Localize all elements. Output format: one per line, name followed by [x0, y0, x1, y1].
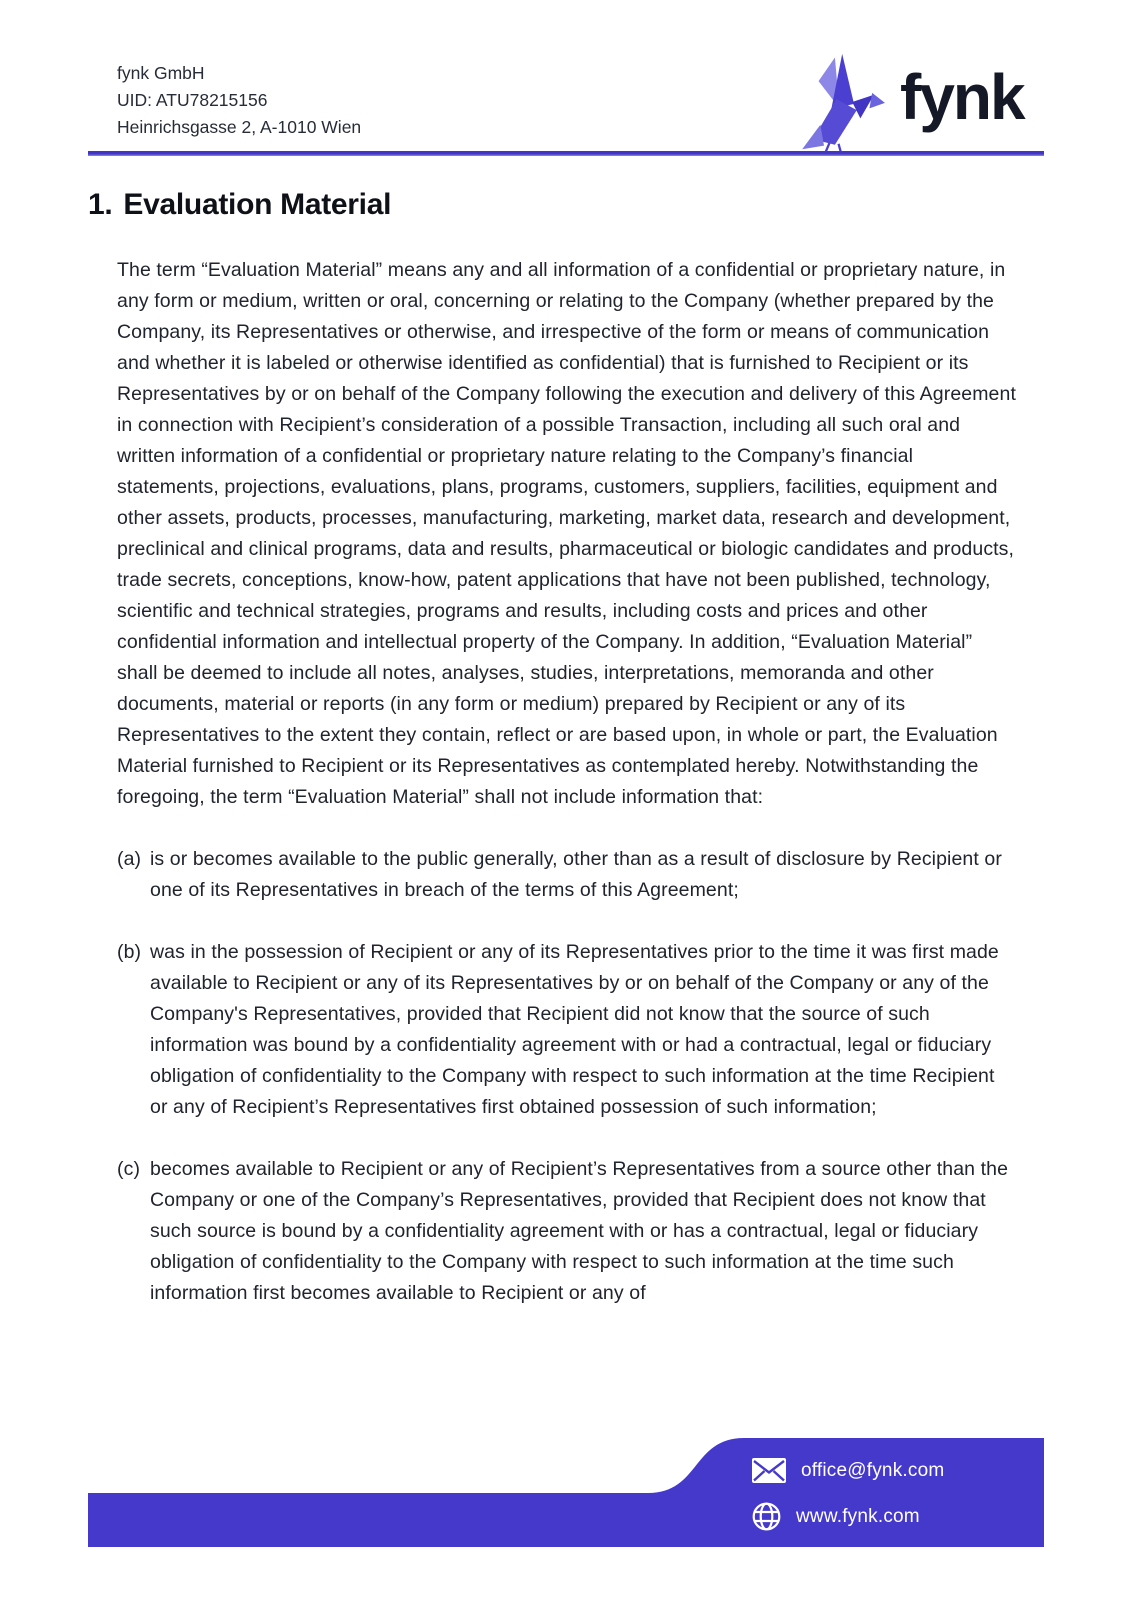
clause-item-b [117, 937, 1016, 1123]
clause-text: becomes available to Recipient or any of Recipient’s Representatives from a source other than the Company or one of the Company’s Representatives, provided that Recipient does not know that such source is bound by a confidentiality agreement with or has a contractual, legal or fiduciary obligation of confidentiality to the Company with respect to such information at the time such information first becomes available to Recipient or any of [150, 1158, 1009, 1304]
clause-label: (c) [117, 1158, 141, 1180]
clause-item-c [117, 1154, 1016, 1309]
company-address: Heinrichsgasse 2, A-1010 Wien [117, 117, 362, 137]
company-uid: UID: ATU78215156 [117, 90, 268, 110]
company-info-block [117, 60, 361, 141]
origami-bird-icon [798, 52, 890, 152]
fynk-logo [798, 52, 1024, 152]
section-paragraph: The term “Evaluation Material” means any and all information of a confidential or proprietary nature, in any form or medium, written or oral, concerning or relating to the Company (whether prepared by the Company, its Representatives or otherwise, and irrespective of the form or means of communication and whether it is labeled or otherwise identified as confidential) that is furnished to Recipient or its Representatives by or on behalf of the Company following the execution and delivery of this Agreement in connection with Recipient’s consideration of a possible Transaction, including all such oral and written information of a confidential or proprietary nature relating to the Company’s financial statements, projections, evaluations, plans, programs, customers, suppliers, facilities, equipment and other assets, products, processes, manufacturing, marketing, market data, research and development, preclinical and clinical programs, data and results, pharmaceutical or biologic candidates and products, trade secrets, conceptions, know-how, patent applications that have not been published, technology, scientific and technical strategies, programs and results, including costs and prices and other confidential information and intellectual property of the Company. In addition, “Evaluation Material” shall be deemed to include all notes, analyses, studies, interpretations, memoranda and other documents, material or reports (in any form or medium) prepared by Recipient or any of its Representatives to the extent they contain, reflect or are based upon, in whole or part, the Evaluation Material furnished to Recipient or its Representatives as contemplated hereby. Notwithstanding the foregoing, the term “Evaluation Material” shall not include information that: [117, 259, 1016, 808]
document-content [88, 188, 1044, 1340]
clause-label: (a) [117, 848, 142, 870]
section-heading [88, 188, 1044, 222]
clause-item-a [117, 844, 1016, 906]
envelope-icon [752, 1458, 786, 1483]
footer-website-text: www.fynk.com [796, 1505, 920, 1527]
clause-list [117, 844, 1016, 1309]
footer-website-row [752, 1502, 920, 1531]
header-divider [88, 151, 1044, 156]
globe-icon [752, 1502, 781, 1531]
footer-email-row [752, 1458, 944, 1483]
fynk-logo-text: fynk [900, 61, 1024, 133]
clause-label: (b) [117, 941, 142, 963]
section-number: 1. [88, 188, 113, 221]
clause-text: was in the possession of Recipient or any of its Representatives prior to the time it was first made available to Recipient or any of its Representatives by or on behalf of the Company or any of the Company's Representatives, provided that Recipient did not know that the source of such information was bound by a confidentiality agreement with or had a contractual, legal or fiduciary obligation of confidentiality to the Company with respect to such information at the time Recipient or any of Recipient’s Representatives first obtained possession of such information; [150, 941, 999, 1118]
section-title-text: Evaluation Material [123, 188, 392, 221]
footer-email-text: office@fynk.com [801, 1459, 945, 1481]
company-name: fynk GmbH [117, 63, 205, 83]
clause-text: is or becomes available to the public generally, other than as a result of disclosure by Recipient or one of its Representatives in breach of the terms of this Agreement; [150, 848, 1002, 901]
footer-accent-shape [0, 1430, 1131, 1600]
